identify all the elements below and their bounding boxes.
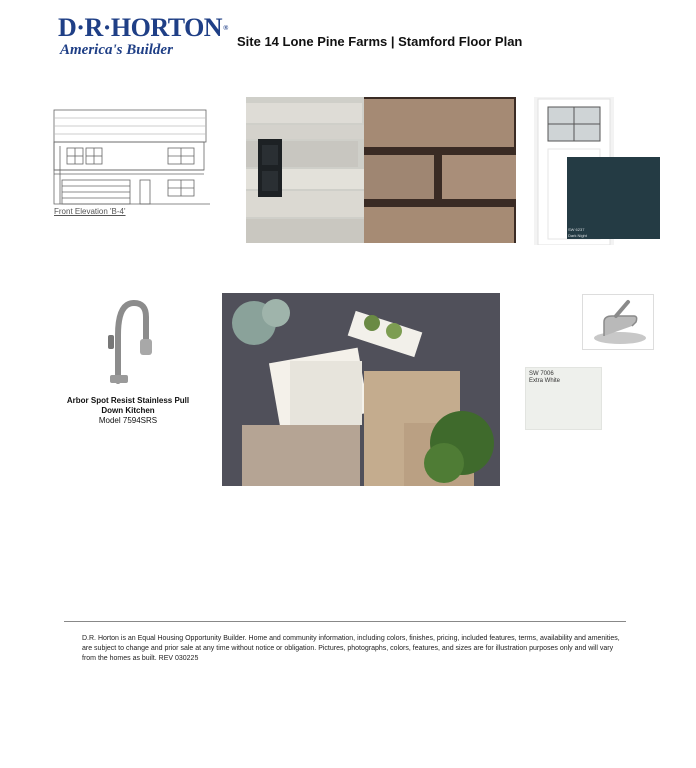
faucet-line-3: Model 7594SRS: [98, 416, 158, 425]
exterior-paint-name: Dark Night: [568, 233, 587, 238]
interior-paint-code: SW 7006: [529, 371, 554, 377]
interior-paint-name: Extra White: [529, 378, 561, 384]
kitchen-faucet-caption: [58, 396, 198, 426]
disclaimer-text: D.R. Horton is an Equal Housing Opportunity Builder. Home and community information, including colors, finishes, pricing, included features, terms, availability and amenities, are subject to change and prior sale at any time without notice or obligation. Pictures, photographs, colors, features, and sizes are for illustration purposes only and will vary from the homes as built. REV 030225: [82, 635, 620, 662]
faucet-line-2: Down Kitchen: [101, 406, 155, 415]
logo-tagline: America's Builder: [60, 42, 173, 58]
page-title: Site 14 Lone Pine Farms | Stamford Floor Plan: [237, 34, 523, 49]
elevation-caption: Front Elevation 'B-4': [54, 207, 126, 216]
exterior-materials-photo: [246, 97, 516, 243]
front-elevation-drawing: [52, 108, 212, 208]
logo-brand: D·R·HORTON®: [58, 13, 228, 42]
kitchen-faucet-image: [100, 295, 160, 385]
exterior-paint-code: SW 6237: [568, 227, 585, 232]
faucet-line-1: Arbor Spot Resist Stainless Pull: [66, 396, 190, 405]
interior-finishes-photo: [222, 293, 500, 486]
bath-faucet-image: [582, 294, 654, 350]
footer-divider: [64, 621, 626, 622]
